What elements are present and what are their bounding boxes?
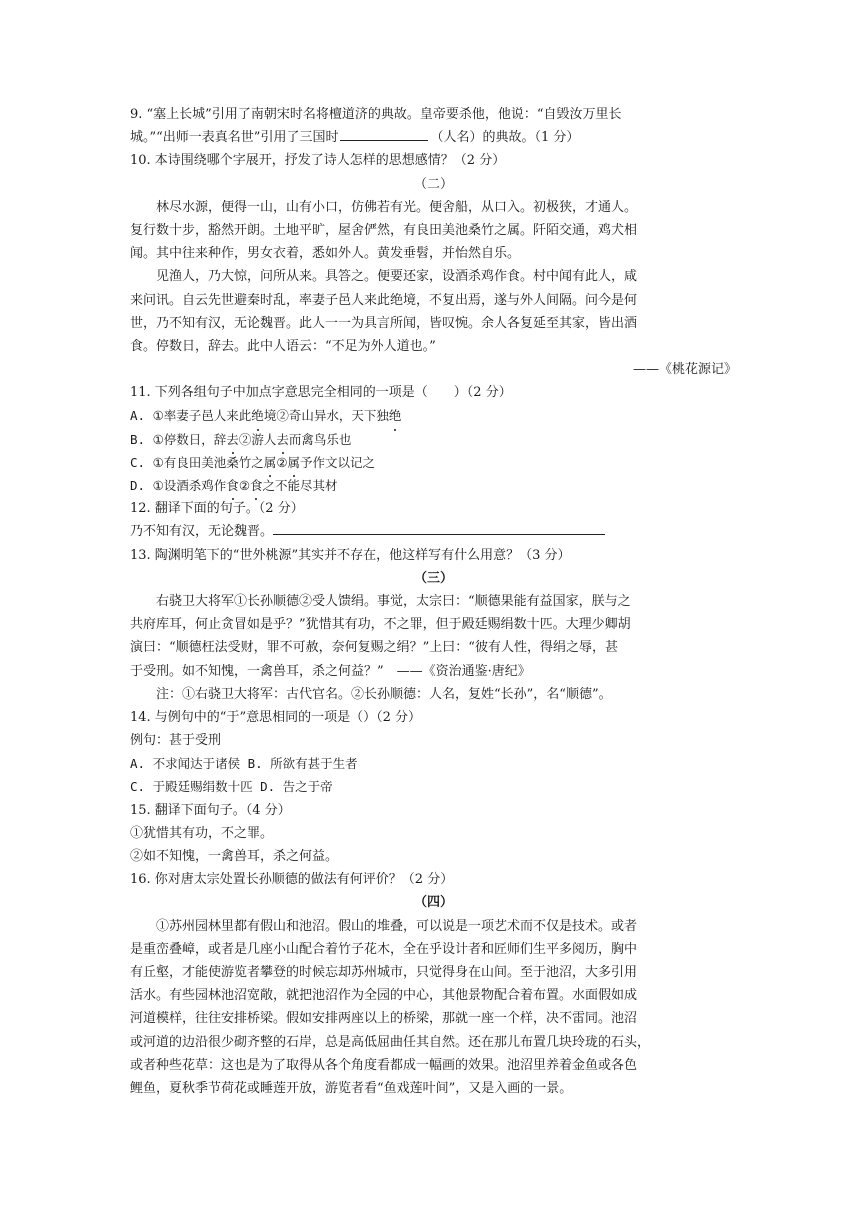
passage-2-source: ——《桃花源记》 bbox=[632, 362, 737, 378]
question-11-option-d bbox=[130, 474, 737, 497]
question-9-line-2 bbox=[130, 126, 737, 149]
question-13: 13. 陶渊明笔下的“世外桃源”其实并不存在，他这样写有什么用意？（3 分） bbox=[130, 547, 571, 563]
option-text: D. ①设酒杀鸡作 bbox=[130, 478, 227, 493]
question-14-stem: 14. 与例句中的“于”意思相同的一项是（）（2 分） bbox=[130, 709, 422, 725]
dotted-character: 绝 bbox=[389, 404, 402, 427]
passage-2-line: 来问讯。自云先世避秦时乱，率妻子邑人来此绝境，不复出焉，遂与外人间隔。问今是何 bbox=[130, 292, 638, 308]
passage-4-line: 或河道的边沿很少砌齐整的石岸，总是高低屈曲任其自然。还在那儿布置几块玲珑的石头， bbox=[130, 1034, 651, 1050]
question-12-stem: 12. 翻译下面的句子。（2 分） bbox=[130, 501, 304, 517]
passage-3-line: 右骁卫大将军①长孙顺德②受人馈绢。事觉，太宗曰：“顺德果能有益国家，朕与之 bbox=[156, 593, 631, 609]
answer-blank-translation[interactable] bbox=[273, 522, 605, 535]
question-11-stem: 11. 下列各组句子中加点字意思完全相同的一项是（ ）（2 分） bbox=[130, 385, 512, 401]
question-15-sentence-1: ①犹惜其有功，不之罪。 bbox=[130, 825, 274, 841]
dotted-character: 去 bbox=[276, 428, 289, 451]
question-9-line-1: 9. “塞上长城”引用了南朝宋时名将檀道济的典故。皇帝要杀他，他说：“自毁汝万里长 bbox=[130, 107, 622, 122]
passage-4-line: 是重峦叠嶂，或者是几座小山配合着竹子花木，全在乎设计者和匠师们生平多阅历，胸中 bbox=[130, 941, 638, 957]
dotted-character: 去 bbox=[226, 428, 239, 451]
question-12-sentence: 乃不知有汉，无论魏晋。 bbox=[130, 524, 274, 540]
option-text: ② bbox=[238, 478, 251, 493]
dotted-character: 绝 bbox=[251, 404, 264, 427]
question-11-option-b bbox=[130, 428, 737, 451]
question-12-sentence-line bbox=[130, 520, 737, 543]
dotted-character: 食 bbox=[250, 474, 263, 497]
option-text: ②游人 bbox=[238, 431, 277, 447]
passage-4-line: 有丘壑，才能使游览者攀登的时候忘却苏州城市，只觉得身在山间。至于池沼，大多引用 bbox=[130, 964, 638, 980]
option-text: B. ①停数日，辞 bbox=[130, 431, 227, 447]
question-11-option-a bbox=[130, 404, 737, 427]
question-14-options-cd: C. 于殿廷赐绢数十匹 D. 告之于帝 bbox=[130, 779, 333, 795]
section-2-heading: （二） bbox=[413, 176, 453, 192]
passage-3-note: 注：①右骁卫大将军：古代官名。②长孙顺德：人名，复姓“长孙”，名“顺德”。 bbox=[156, 686, 612, 702]
passage-2-line: 世，乃不知有汉，无论魏晋。此人一一为具言所闻，皆叹惋。余人各复延至其家，皆出酒 bbox=[130, 315, 638, 331]
exam-page bbox=[130, 103, 737, 1100]
question-9-text-before-blank: 城。”“出师一表真名世”引用了三国时 bbox=[130, 130, 339, 146]
option-text: A. ①率妻子邑人来此 bbox=[130, 408, 252, 424]
question-14-options-ab: A. 不求闻达于诸侯 B. 所欲有甚于生者 bbox=[130, 756, 358, 772]
question-10: 10. 本诗围绕哪个字展开，抒发了诗人怎样的思想感情？（2 分） bbox=[130, 153, 506, 169]
passage-2-line: 林尽水源，便得一山，山有小口，仿佛若有光。便舍船，从口入。初极狭，才通人。 bbox=[156, 199, 638, 215]
question-16: 16. 你对唐太宗处置长孙顺德的做法有何评价？（2 分） bbox=[130, 872, 454, 888]
passage-2-line: 复行数十步，豁然开朗。土地平旷，屋舍俨然，有良田美池桑竹之属。阡陌交通，鸡犬相 bbox=[130, 222, 638, 238]
passage-4-line: ①苏州园林里都有假山和池沼。假山的堆叠，可以说是一项艺术而不仅是技术。或者 bbox=[156, 918, 638, 934]
passage-3-line: 于受刑。如不知愧，一禽兽耳，杀之何益？” ——《资治通鉴·唐纪》 bbox=[130, 663, 531, 679]
section-3-heading: （三） bbox=[413, 570, 453, 586]
answer-blank-person-name[interactable] bbox=[340, 128, 428, 141]
option-text: C. ①有良田美池桑竹之 bbox=[130, 454, 264, 470]
question-9-text-after-blank: （人名）的典故。（1 分） bbox=[430, 130, 580, 146]
passage-3-line: 演曰：“顺德枉法受财，罪不可赦，奈何复赐之绢？”上曰：“彼有人性，得绢之辱，甚 bbox=[130, 640, 618, 656]
passage-4-line: 鲤鱼，夏秋季节荷花或睡莲开放，游览者看“鱼戏莲叶间”，又是入画的一景。 bbox=[130, 1080, 573, 1096]
passage-2-line: 见渔人，乃大惊，问所从来。具答之。便要还家，设酒杀鸡作食。村中闻有此人，咸 bbox=[156, 269, 638, 285]
passage-4-line: 河道模样，往往安排桥梁。假如安排两座以上的桥梁，那就一座一个样，决不雷同。池沼 bbox=[130, 1011, 638, 1027]
passage-3-line: 共府库耳，何止贪冒如是乎？”犹惜其有功，不之罪，但于殿廷赐绢数十匹。大理少卿胡 bbox=[130, 617, 631, 633]
passage-2-line: 闻。其中往来种作，男女衣着，悉如外人。黄发垂髫，并怡然自乐。 bbox=[130, 246, 521, 262]
passage-4-line: 活水。有些园林池沼宽敞，就把池沼作为全园的中心，其他景物配合着布置。水面假如成 bbox=[130, 988, 638, 1004]
dotted-character: 食 bbox=[226, 474, 239, 497]
dotted-character: 属 bbox=[288, 451, 301, 474]
option-text: 而禽鸟乐也 bbox=[288, 431, 352, 447]
passage-2-line: 食。停数日，辞去。此中人语云：“不足为外人道也。” bbox=[130, 338, 436, 354]
question-11-option-c bbox=[130, 451, 737, 474]
option-text: 之不能尽其材 bbox=[262, 478, 338, 493]
section-4-heading: （四） bbox=[413, 895, 453, 911]
question-14-example: 例句：甚于受刑 bbox=[130, 733, 222, 749]
question-15-sentence-2: ②如不知愧，一禽兽耳，杀之何益。 bbox=[130, 849, 339, 864]
option-text: 予作文以记之 bbox=[300, 454, 376, 470]
question-15-stem: 15. 翻译下面句子。（4 分） bbox=[130, 802, 291, 818]
passage-4-line: 或者种些花草：这也是为了取得从各个角度看都成一幅画的效果。池沼里养着金鱼或各色 bbox=[130, 1057, 638, 1073]
option-text: 境②奇山异水，天下独 bbox=[263, 408, 389, 424]
dotted-character: 属 bbox=[264, 451, 277, 474]
option-text: ② bbox=[276, 454, 288, 470]
